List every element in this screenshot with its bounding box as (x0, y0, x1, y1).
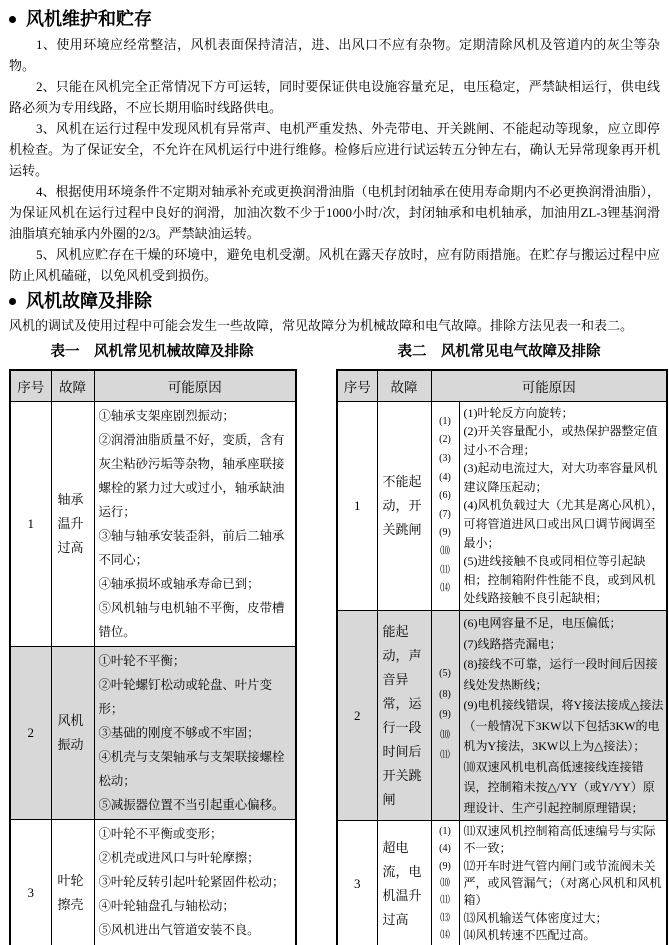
ref-number: ⒀ (440, 912, 450, 924)
faults-intro-text: 风机的调试及使用过程中可能会发生一些故障，常见故障分为机械故障和电气故障。排除方法见表一和表二。 (9, 318, 634, 333)
row-fault: 风机振动 (51, 646, 94, 819)
ref-number: ⒁ (440, 929, 450, 941)
cause-line: ④叶轮轴盘孔与轴松动； (98, 898, 235, 913)
row-no: 3 (337, 821, 377, 945)
cause-line: ③轴与轴承安装歪斜，前后二轴承不同心； (98, 528, 285, 567)
col-header-fault: 故障 (51, 370, 94, 401)
ref-number: (9) (439, 527, 451, 539)
row-causes (94, 646, 296, 819)
row-causes (459, 611, 667, 821)
title-gap (295, 343, 334, 361)
section-faults-title: 风机故障及排除 (26, 291, 152, 311)
row-ref-numbers (431, 821, 459, 945)
table-header-row (337, 370, 667, 401)
cause-line: ⑤风机进出气管道安装不良。 (98, 922, 260, 937)
cause-line: ⒀风机输送气体密度过大； (463, 910, 608, 925)
electrical-faults-table (336, 369, 668, 945)
cause-line: ⑿开车时进气管内闸门或节流阀未关严，或风管漏气；（对离心风机和风机箱） (463, 858, 662, 908)
mechanical-faults-table (9, 369, 297, 945)
cause-line: ⑤风机轴与电机轴不平衡，皮带槽错位。 (98, 600, 285, 639)
cause-line: ③叶轮反转引起叶轮紧固件松动； (98, 874, 285, 889)
cause-line: (9)电机接线错误，将Y接法接成△接法（一般情况下3KW以下包括3KW的电机为Y接法，3KW以上为△接法）； (463, 698, 664, 754)
row-fault: 轴承温升过高 (51, 401, 94, 646)
row-causes (459, 821, 667, 945)
ref-number: (8) (439, 688, 451, 700)
cause-line: ④机壳与支架轴承与支架联接螺栓松动； (98, 749, 285, 788)
tables-row (9, 369, 669, 945)
section-faults-heading (9, 289, 669, 313)
cause-line: ④轴承损坏或轴承寿命已到； (98, 576, 260, 591)
paragraph: 5、风机应贮存在干燥的环境中，避免电机受潮。风机在露天存放时，应有防雨措施。在贮存与搬运过程中应防止风机磕碰，以免风机受到损伤。 (9, 247, 660, 283)
ref-number: ⑽ (440, 877, 450, 889)
row-no: 1 (10, 401, 51, 646)
col-header-fault: 故障 (377, 370, 431, 401)
ref-number: ⑾ (440, 564, 450, 576)
ref-number: (5) (439, 668, 451, 680)
row-no: 3 (10, 819, 51, 945)
ref-number: (9) (439, 709, 451, 721)
table-row (337, 611, 667, 821)
row-ref-numbers (431, 611, 459, 821)
table-titles-row (9, 343, 669, 361)
ref-number: (3) (439, 452, 451, 464)
paragraph: 4、根据使用环境条件不定期对轴承补充或更换润滑油脂（电机封闭轴承在使用寿命期内不必更换润滑油脂），为保证风机在运行过程中良好的润滑，加油次数不少于1000小时/次，封闭轴承和电机轴承，加油用ZL-3锂基润滑油脂填充轴承内外圈的2/3。严禁缺油运转。 (9, 184, 661, 241)
cause-line: ②叶轮螺钉松动或轮盘、叶片变形； (98, 677, 272, 716)
ref-number: (7) (439, 508, 451, 520)
row-no: 1 (337, 401, 377, 611)
table-row (10, 646, 296, 819)
ref-number: ⑽ (440, 545, 450, 557)
cause-line: (7)线路搭壳漏电； (463, 636, 562, 651)
cause-line: ②机壳或进风口与叶轮摩擦； (98, 850, 260, 865)
section-maintenance-title: 风机维护和贮存 (26, 9, 152, 29)
col-header-cause: 可能原因 (431, 370, 667, 401)
paragraph: 2、只能在风机完全正常情况下方可运转，同时要保证供电设施容量充足，电压稳定，严禁缺相运行，供电线路必须为专用线路，不应长期用临时线路供电。 (9, 79, 660, 115)
paragraph: 3、风机在运行过程中发现风机有异常声、电机严重发热、外壳带电、开关跳闸、不能起动等现象，应立即停机检查。为了保证安全，不允许在风机运行中进行维修。检修后应进行试运转五分钟左右，确认无异常现象再开机运转。 (9, 121, 660, 178)
cause-line: (6)电网容量不足，电压偏低； (463, 616, 622, 631)
cause-line: (1)叶轮反方向旋转； (463, 405, 574, 420)
maintenance-paragraphs (9, 34, 660, 286)
cause-line: ③基础的刚度不够或不牢固； (98, 725, 260, 740)
row-no: 2 (10, 646, 51, 819)
row-fault: 能起动，声音异常，运行一段时间后开关跳闸 (377, 611, 431, 821)
row-fault: 叶轮擦壳 (51, 819, 94, 945)
cause-line: (2)开关容量配小，或热保护器整定值过小不合理； (463, 424, 658, 457)
table-row (337, 401, 667, 611)
cause-line: ①叶轮不平衡； (98, 653, 186, 668)
ref-number: ⑾ (440, 895, 450, 907)
row-ref-numbers (431, 401, 459, 611)
table-row (337, 821, 667, 945)
table2-title: 表二 风机常见电气故障及排除 (397, 344, 601, 360)
cause-line: (3)起动电流过大，对大功率容量风机建议降压起动； (463, 461, 658, 494)
ref-number: (2) (439, 434, 451, 446)
row-causes (94, 819, 296, 945)
cause-line: (4)风机负载过大（尤其是离心风机），可将管道进风口或出风口调节阀调至最小； (463, 498, 664, 550)
bullet-icon (9, 298, 16, 305)
ref-number: (9) (439, 860, 451, 872)
bullet-icon (9, 16, 16, 23)
cause-line: ⑾双速风机控制箱高低速编号与实际不一致； (463, 824, 656, 856)
row-no: 2 (337, 611, 377, 821)
ref-number: ⒁ (440, 583, 450, 595)
ref-number: (6) (439, 490, 451, 502)
col-header-no: 序号 (10, 370, 51, 401)
row-fault: 不能起动，开关跳闸 (377, 401, 431, 611)
section-maintenance-heading (9, 0, 669, 31)
ref-number: ⑽ (440, 729, 450, 741)
cause-line: ②润滑油脂质量不好，变质，含有灰尘粘砂污垢等杂物，轴承座联接螺栓的紧力过大或过小，轴承缺油运行； (98, 432, 285, 519)
col-header-no: 序号 (337, 370, 377, 401)
row-causes (94, 401, 296, 646)
cause-line: ①轴承支架座剧烈振动； (98, 408, 235, 423)
col-header-cause: 可能原因 (94, 370, 296, 401)
table-row (10, 819, 296, 945)
row-causes (459, 401, 667, 611)
cause-line: ⑤减振器位置不当引起重心偏移。 (98, 797, 285, 812)
ref-number: ⑾ (440, 750, 450, 762)
table-row (10, 401, 296, 646)
ref-number: (4) (439, 471, 451, 483)
paragraph: 1、使用环境应经常整洁，风机表面保持清洁，进、出风口不应有杂物。定期清除风机及管道内的灰尘等杂物。 (9, 37, 660, 73)
ref-number: (4) (439, 843, 451, 855)
cause-line: (8)接线不可靠，运行一段时间后因接线处发热断线； (463, 657, 658, 692)
cause-line: ⒁风机转速不匹配过高。 (463, 927, 596, 942)
cause-line: ①叶轮不平衡或变形； (98, 826, 223, 841)
ref-number: (1) (439, 415, 451, 427)
cause-line: (5)进线接触不良或同相位等引起缺相；控制箱附件性能不良，或到风机处线路接触不良引起缺相； (463, 554, 656, 606)
row-fault: 超电流，电机温升过高 (377, 821, 431, 945)
ref-number: (1) (439, 826, 451, 838)
table1-title: 表一 风机常见机械故障及排除 (50, 344, 254, 360)
table-header-row (10, 370, 296, 401)
cause-line: ⑽双速风机电机高低速接线连接错误，控制箱未按△/YY（或Y/YY）原理设计、生产引起控制原理错误； (463, 759, 655, 815)
